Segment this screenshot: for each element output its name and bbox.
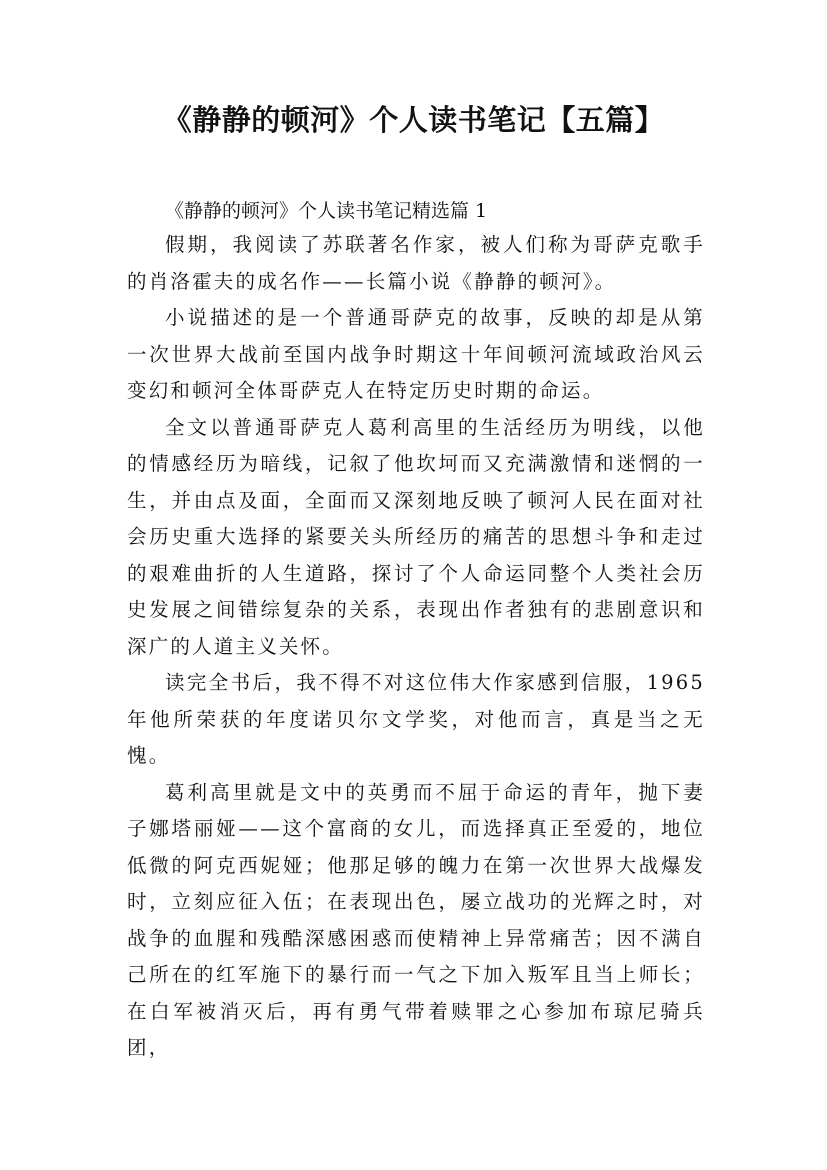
- paragraph-3: 全文以普通哥萨克人葛利高里的生活经历为明线，以他的情感经历为暗线，记叙了他坎坷而又充满激情和迷惘的一生，并由点及面，全面而又深刻地反映了顿河人民在面对社会历史重大选择的紧要关头所经历的痛苦的思想斗争和走过的艰难曲折的人生道路，探讨了个人命运同整个人类社会历史发展之间错综复杂的关系，表现出作者独有的悲剧意识和深广的人道主义关怀。: [127, 415, 705, 658]
- paragraph-2: 小说描述的是一个普通哥萨克的故事，反映的却是从第一次世界大战前至国内战争时期这十年间顿河流域政治风云变幻和顿河全体哥萨克人在特定历史时期的命运。: [127, 306, 705, 402]
- paragraph-1: 假期，我阅读了苏联著名作家，被人们称为哥萨克歌手的肖洛霍夫的成名作——长篇小说《静静的顿河》。: [127, 233, 705, 293]
- document-body: [127, 196, 705, 1067]
- section-subtitle: 《静静的顿河》个人读书笔记精选篇 1: [165, 200, 488, 222]
- paragraph-5: 葛利高里就是文中的英勇而不屈于命运的青年，抛下妻子娜塔丽娅——这个富商的女儿，而选择真正至爱的，地位低微的阿克西妮娅；他那足够的魄力在第一次世界大战爆发时，立刻应征入伍；在表现出色，屡立战功的光辉之时，对战争的血腥和残酷深感困惑而使精神上异常痛苦；因不满自己所在的红军施下的暴行而一气之下加入叛军且当上师长；在白军被消灭后，再有勇气带着赎罪之心参加布琼尼骑兵团，: [127, 780, 705, 1059]
- paragraph-4: 读完全书后，我不得不对这位伟大作家感到信服，1965 年他所荣获的年度诺贝尔文学奖，对他而言，真是当之无愧。: [127, 671, 705, 767]
- document-title: 《静静的顿河》个人读书笔记【五篇】: [162, 103, 665, 137]
